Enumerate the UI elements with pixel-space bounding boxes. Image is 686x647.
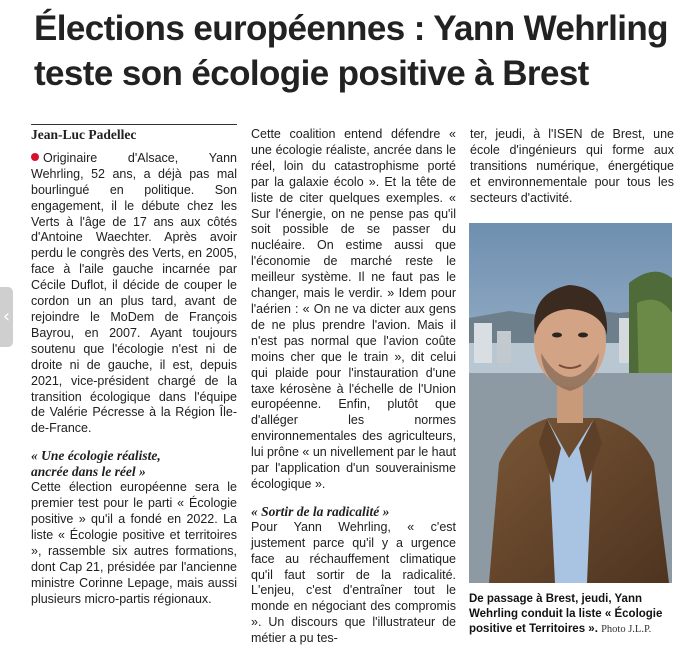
paragraph: Pour Yann Wehrling, « c'est justement parce qu'il y a urgence face au réchauffement climatique qu'il faut sortir de la radicalité. L'enjeu, c'est d'entraîner tout le monde en négociant des compromis ». Un discours que l'illustrateur de métier a pu tes- [251,519,456,646]
chevron-left-icon: ‹ [2,306,11,327]
paragraph: ter, jeudi, à l'ISEN de Brest, une école d'ingénieurs qui forme aux transitions numérique, énergétique et environnementale pour tous les secteurs d'activité. [470,127,674,205]
paragraph: Cette coalition entend défendre « une écologie réaliste, ancrée dans le réel, loin du catastrophisme porté par la galaxie écolo ». Et la tête de liste de citer quelques exemples. « Sur l'énergie, on ne pense pas qu'il soit possible de se passer du nucléaire. On estime aussi que l'économie de marché reste le meilleur système. Il ne faut pas le changer, mais le verdir. » Idem pour l'aérien : « On ne va dicter aux gens de ne plus prendre l'avion. Mais il n'est pas normal que l'avion coûte moins cher que le train », dit celui qui plaide pour l'instauration d'une taxe kérosène à l'échelle de l'Union européenne. Enfin, plutôt que d'alléger les normes environnementales des agriculteurs, lui prône « un nivellement par le haut par l'application d'un souverainisme écologique ». [251,127,456,491]
author-byline: Jean-Luc Padellec [31,124,237,143]
headline-line-1: Élections européennes : Yann Wehrling [34,9,668,48]
article-column-2 [251,127,456,647]
subheading-line-1: « Une écologie réaliste, [31,448,161,464]
paragraph: Cette élection européenne sera le premier test pour le parti « Écologie positive » qu'il a fondé en 2022. La liste « Écologie positive et territoires », rassemble six autres formations, dont Cap 21, présidée par l'ancienne ministre Corinne Lepage, mais aussi plusieurs micro-partis régionaux. [31,480,237,606]
headline [34,6,674,96]
paragraph-text: Originaire d'Alsace, Yann Wehrling, 52 ans, a déjà pas mal bourlingué en politique. Son engagement, il le débute chez les Verts à l'âge de 17 ans aux côtés d'Antoine Waechter. Après avoir perdu le congrès des Verts, en 2005, face à l'aile gauche incarnée par Cécile Duflot, il décide de couper le cordon un an plus tard, avant de rejoindre le MoDem de François Bayrou, en 2007. Ayant toujours soutenu que l'écologie n'est ni de droite ni de gauche, il est, depuis 2021, vice-président chargé de la transition écologique dans l'équipe de Valérie Pécresse à la Région Île-de-France. [31,150,237,436]
previous-page-button[interactable] [0,287,13,347]
red-bullet-icon [31,153,39,161]
photo-caption [469,592,674,637]
subheading: « Sortir de la radicalité » [251,503,390,519]
paragraph [31,151,237,437]
headline-line-2: teste son écologie positive à Brest [34,54,589,93]
article-column-3 [470,127,674,207]
subheading [31,448,237,480]
subheading-line-2: ancrée dans le réel » [31,464,146,480]
caption-text: De passage à Brest, jeudi, Yann Wehrling conduit la liste « Écologie positive et Territoires ». [469,593,663,635]
photo-credit: Photo J.L.P. [601,624,652,635]
article-column-1 [31,124,237,607]
portrait-photo [469,223,672,583]
